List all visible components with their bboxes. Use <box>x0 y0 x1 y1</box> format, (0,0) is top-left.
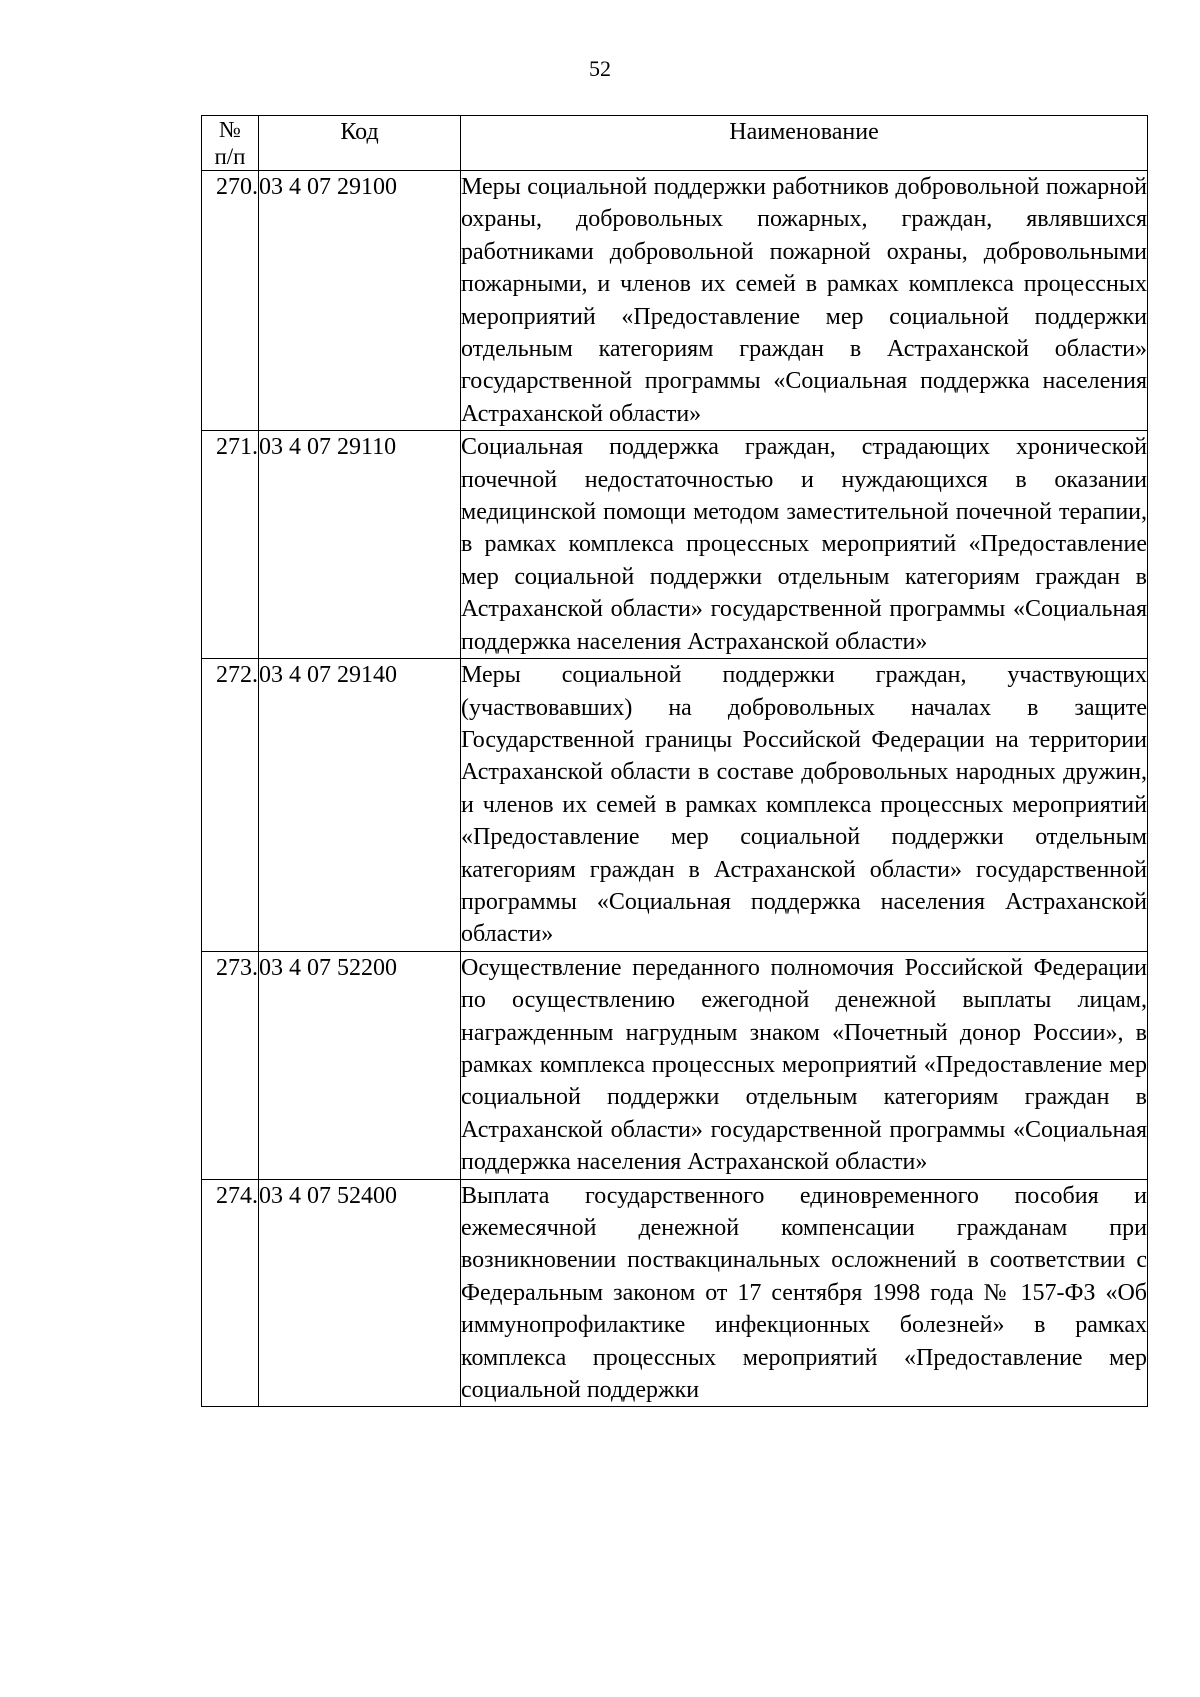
table-row <box>202 1179 1148 1407</box>
row-number: 270. <box>202 171 259 431</box>
table-row <box>202 431 1148 659</box>
header-number <box>202 116 259 171</box>
row-name: Осуществление переданного полномочия Российской Федерации по осуществлению ежегодной денежной выплаты лицам, награжденным нагрудным знаком «Почетный донор России», в рамках комплекса процессных мероприятий «Предоставление мер социальной поддержки отдельным категориям граждан в Астраханской области» государственной программы «Социальная поддержка населения Астраханской области» <box>461 951 1148 1179</box>
row-name: Меры социальной поддержки работников добровольной пожарной охраны, добровольных пожарных, граждан, являвшихся работниками добровольной пожарной охраны, добровольными пожарными, и членов их семей в рамках комплекса процессных мероприятий «Предоставление мер социальной поддержки отдельным категориям граждан в Астраханской области» государственной программы «Социальная поддержка населения Астраханской области» <box>461 171 1148 431</box>
row-code: 03 4 07 29110 <box>259 431 461 659</box>
table-row <box>202 171 1148 431</box>
row-number: 274. <box>202 1179 259 1407</box>
header-number-symbol: № <box>219 117 241 142</box>
row-number: 273. <box>202 951 259 1179</box>
page-number: 52 <box>589 56 611 81</box>
budget-code-table <box>201 115 1148 1407</box>
row-name: Выплата государственного единовременного пособия и ежемесячной денежной компенсации гражданам при возникновении поствакцинальных осложнений в соответствии с Федеральным законом от 17 сентября 1998 года № 157-ФЗ «Об иммунопрофилактике инфекционных болезней» в рамках комплекса процессных мероприятий «Предоставление мер социальной поддержки <box>461 1179 1148 1407</box>
row-name: Меры социальной поддержки граждан, участвующих (участвовавших) на добровольных началах в защите Государственной границы Российской Федерации на территории Астраханской области в составе добровольных народных дружин, и членов их семей в рамках комплекса процессных мероприятий «Предоставление мер социальной поддержки отдельным категориям граждан в Астраханской области» государственной программы «Социальная поддержка населения Астраханской области» <box>461 659 1148 952</box>
row-code: 03 4 07 52200 <box>259 951 461 1179</box>
header-name: Наименование <box>461 116 1148 171</box>
row-number: 271. <box>202 431 259 659</box>
header-code: Код <box>259 116 461 171</box>
table-header-row <box>202 116 1148 171</box>
table-row <box>202 659 1148 952</box>
row-code: 03 4 07 29140 <box>259 659 461 952</box>
row-name: Социальная поддержка граждан, страдающих хронической почечной недостаточностью и нуждающихся в оказании медицинской помощи методом заместительной почечной терапии, в рамках комплекса процессных мероприятий «Предоставление мер социальной поддержки отдельным категориям граждан в Астраханской области» государственной программы «Социальная поддержка населения Астраханской области» <box>461 431 1148 659</box>
table-row <box>202 951 1148 1179</box>
header-number-pp: п/п <box>214 144 246 169</box>
row-code: 03 4 07 52400 <box>259 1179 461 1407</box>
row-number: 272. <box>202 659 259 952</box>
row-code: 03 4 07 29100 <box>259 171 461 431</box>
